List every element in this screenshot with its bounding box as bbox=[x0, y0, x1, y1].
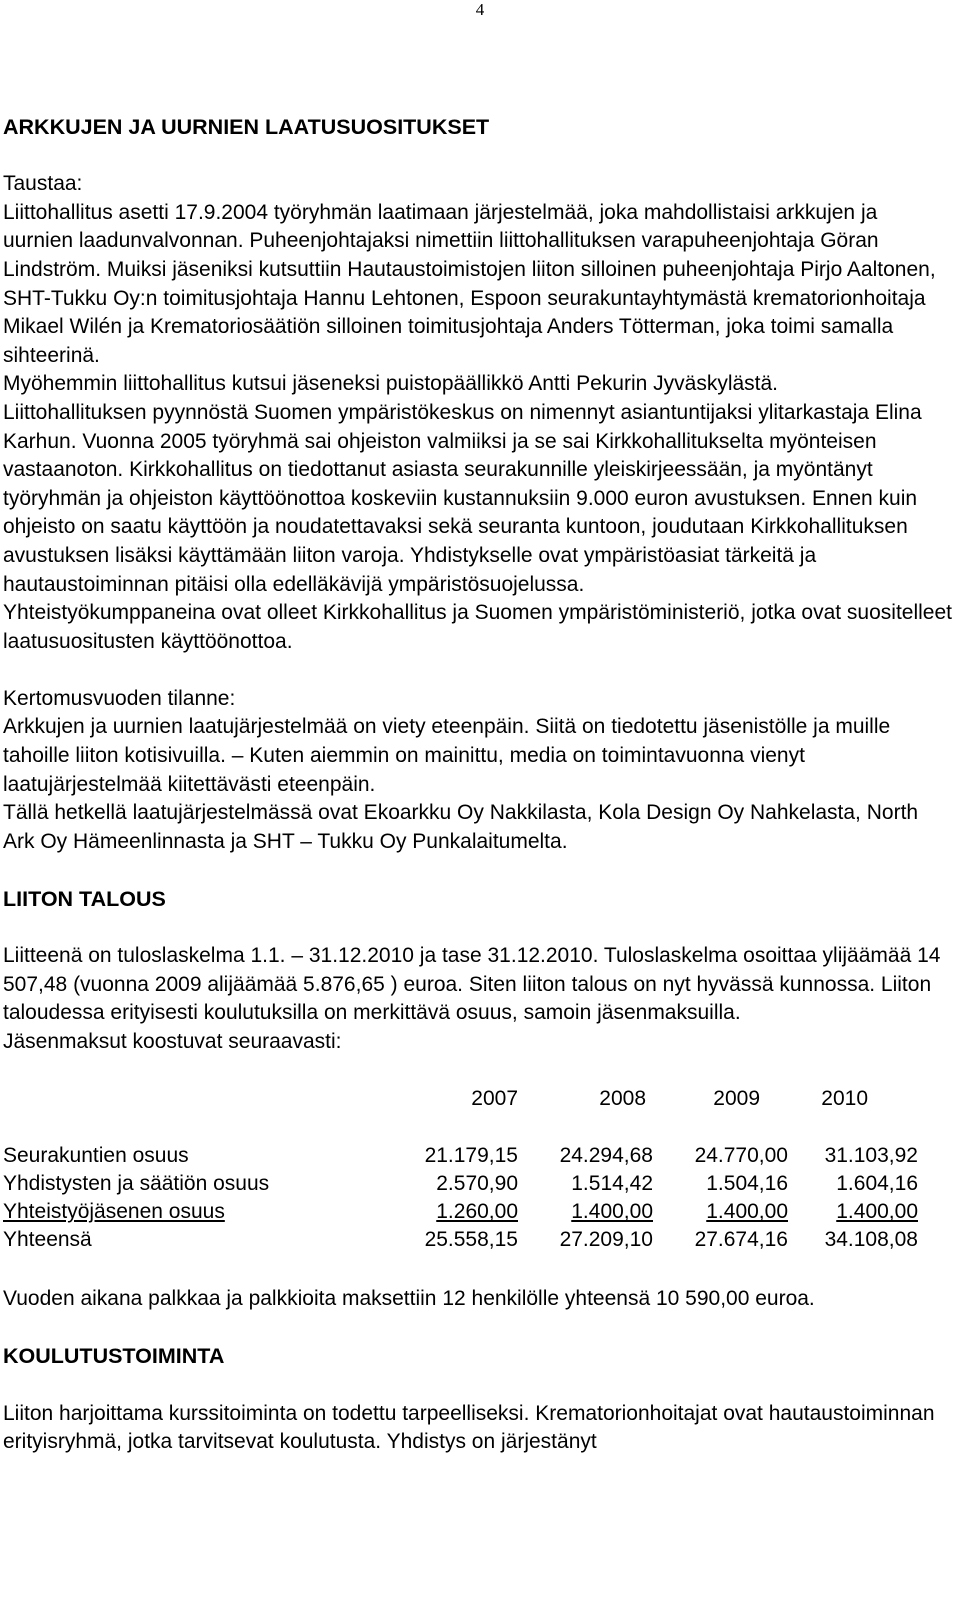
section-heading-training: KOULUTUSTOIMINTA bbox=[3, 1344, 225, 1369]
year-header: 2008 bbox=[599, 1087, 646, 1111]
table-cell-total: 34.108,08 bbox=[824, 1228, 918, 1252]
table-cell-total: 25.558,15 bbox=[424, 1228, 518, 1252]
table-cell: 21.179,15 bbox=[424, 1144, 518, 1168]
training-paragraph: Liiton harjoittama kurssitoiminta on todettu tarpeelliseksi. Krematorionhoitajat ovat hautaustoiminnan erityisryhmä, jotka tarvitsevat koulutusta. Yhdistys on järjestänyt bbox=[3, 1401, 935, 1454]
table-cell: 1.400,00 bbox=[706, 1200, 788, 1224]
document-body bbox=[3, 113, 953, 1457]
table-cell: 24.770,00 bbox=[694, 1144, 788, 1168]
status-paragraph: Tällä hetkellä laatujärjestelmässä ovat Ekoarkku Oy Nakkilasta, Kola Design Oy Nahkelasta, North Ark Oy Hämeenlinnasta ja SHT – Tukku Oy Punkalaitumelta. bbox=[3, 801, 919, 853]
finance-paragraph: Liitteenä on tuloslaskelma 1.1. – 31.12.2010 ja tase 31.12.2010. Tuloslaskelma osoittaa ylijäämää 14 507,48 (vuonna 2009 alijäämää 5.876,65 ) euroa. Siten liiton talous on nyt hyvässä kunnossa. Liiton taloudessa erityisesti koulutuksilla on merkittävä osuus, samoin jäsenmaksuilla. bbox=[3, 944, 941, 1025]
table-intro: Jäsenmaksut koostuvat seuraavasti: bbox=[3, 1030, 342, 1053]
year-header: 2007 bbox=[471, 1087, 518, 1111]
table-cell-total: 27.674,16 bbox=[694, 1228, 788, 1252]
table-cell: 1.504,16 bbox=[706, 1172, 788, 1196]
salary-paragraph: Vuoden aikana palkkaa ja palkkioita maksettiin 12 henkilölle yhteensä 10 590,00 euroa. bbox=[3, 1287, 815, 1311]
table-row-label: Yhdistysten ja säätiön osuus bbox=[3, 1172, 270, 1196]
table-cell: 1.260,00 bbox=[436, 1200, 518, 1224]
status-paragraph: Arkkujen ja uurnien laatujärjestelmää on viety eteenpäin. Siitä on tiedotettu jäsenistölle ja muille tahoille liiton kotisivuilla. – Kuten aiemmin on mainittu, media on toimintavuonna vienyt laatujärjestelmää kiitettävästi eteenpäin. bbox=[3, 715, 891, 796]
section-heading-quality: ARKKUJEN JA UURNIEN LAATUSUOSITUKSET bbox=[3, 115, 490, 139]
table-cell: 2.570,90 bbox=[436, 1172, 518, 1196]
year-header: 2009 bbox=[713, 1087, 760, 1111]
paragraph: Yhteistyökumppaneina ovat olleet Kirkkohallitus ja Suomen ympäristöministeriö, jotka ovat suositelleet laatusuositusten käyttöönottoa. bbox=[3, 601, 952, 653]
background-paragraph: Liittohallitus asetti 17.9.2004 työryhmän laatimaan järjestelmää, joka mahdollistaisi arkkujen ja uurnien laadunvalvonnan. Puheenjohtajaksi nimettiin liittohallituksen varapuheenjohtaja Göran Lindström. Muiksi jäseniksi kutsuttiin Hautaustoimistojen liiton silloinen puheenjohtaja Pirjo Aaltonen, SHT-Tukku Oy:n toimitusjohtaja Hannu Lehtonen, Espoon seurakuntayhtymästä krematorionhoitaja Mikael Wilén ja Krematoriosäätiön silloinen toimitusjohtaja Anders Tötterman, joka toimi samalla sihteerinä. bbox=[3, 200, 936, 367]
section-heading-finance: LIITON TALOUS bbox=[3, 887, 166, 912]
background-label: Taustaa: bbox=[3, 172, 83, 196]
table-cell-total: 27.209,10 bbox=[559, 1228, 653, 1252]
membership-fee-table bbox=[3, 1085, 953, 1285]
table-row-label: Yhteistyöjäsenen osuus bbox=[3, 1200, 225, 1224]
table-row-label-total: Yhteensä bbox=[3, 1228, 92, 1252]
year-header: 2010 bbox=[821, 1087, 868, 1111]
paragraph: Myöhemmin liittohallitus kutsui jäseneksi puistopäällikkö Antti Pekurin Jyväskylästä. bbox=[3, 372, 779, 396]
table-cell: 1.604,16 bbox=[836, 1172, 918, 1196]
table-cell: 24.294,68 bbox=[559, 1144, 653, 1168]
table-cell: 1.514,42 bbox=[571, 1172, 653, 1196]
page-number: 4 bbox=[475, 0, 485, 19]
paragraph: Liittohallituksen pyynnöstä Suomen ympäristökeskus on nimennyt asiantuntijaksi ylitarkastaja Elina Karhun. Vuonna 2005 työryhmä sai ohjeiston valmiiksi ja se sai Kirkkohallitukselta myönteisen vastaanoton. Kirkkohallitus on tiedottanut asiasta seurakunnille yleiskirjeessään, ja myöntänyt työryhmän ja ohjeiston käyttöönottoa koskeviin kustannuksiin 9.000 euron avustuksen. Ennen kuin ohjeisto on saatu käyttöön ja noudatettavaksi sekä seuranta kuntoon, joudutaan Kirkkohallituksen avustuksen lisäksi käyttämään liiton varoja. Yhdistykselle ovat ympäristöasiat tärkeitä ja hautaustoiminnan pitäisi olla edelläkävijä ympäristösuojelussa. bbox=[3, 400, 922, 596]
status-label: Kertomusvuoden tilanne: bbox=[3, 686, 236, 710]
table-row-label: Seurakuntien osuus bbox=[3, 1144, 189, 1168]
table-cell: 1.400,00 bbox=[836, 1200, 918, 1224]
table-cell: 31.103,92 bbox=[824, 1144, 918, 1168]
table-cell: 1.400,00 bbox=[571, 1200, 653, 1224]
